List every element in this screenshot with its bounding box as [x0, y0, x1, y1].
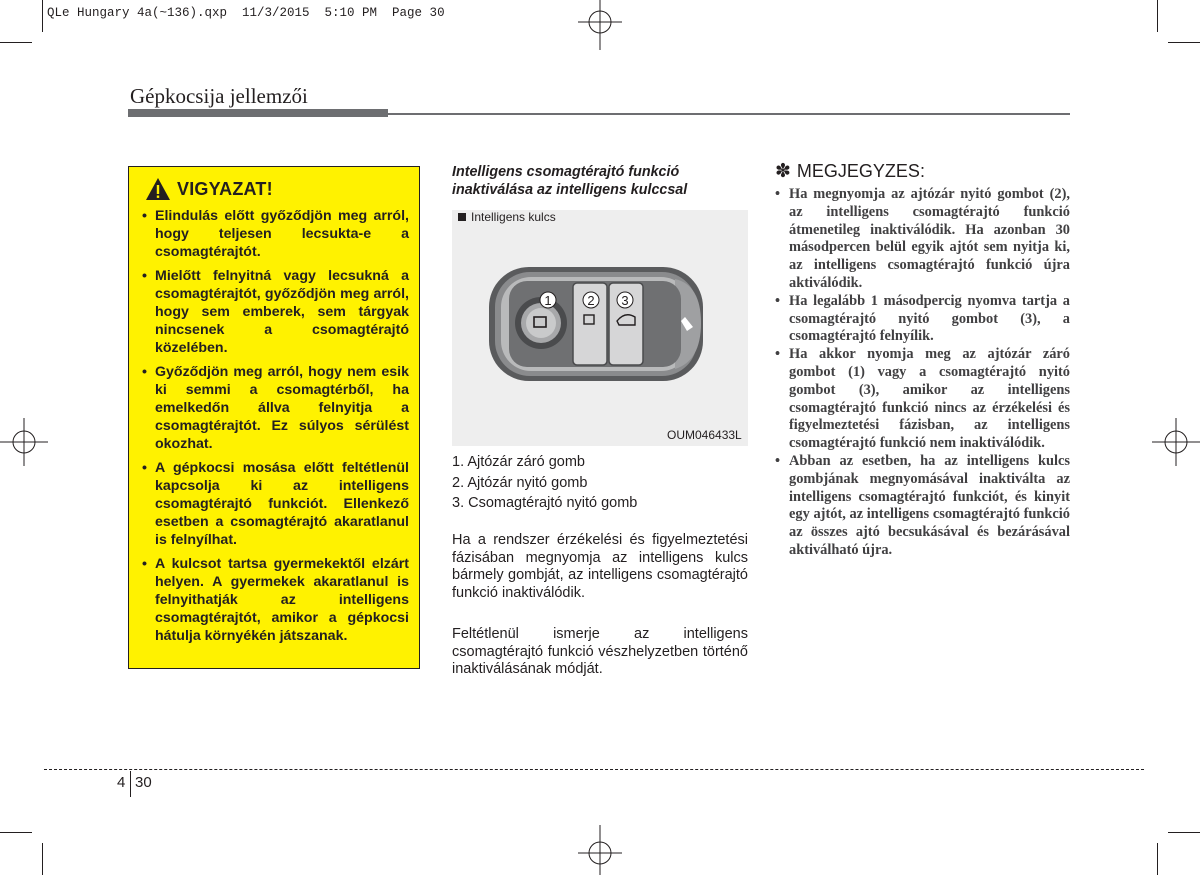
footer-rule: [44, 769, 1144, 770]
warning-item: • Győződjön meg arról, hogy nem esik ki semmi a csomagtérből, ha emelkedőn állva felnyitja a csomagtérajtót. Ez súlyos sérülést okozhat.: [139, 363, 409, 453]
title-rule-accent: [128, 109, 388, 117]
warning-box: [128, 166, 420, 669]
note-item: • Ha legalább 1 másodpercig nyomva tartja a csomagtérajtó nyitó gombot (3), a csomagtérajtó felnyílik.: [773, 293, 1070, 346]
print-header: QLe Hungary 4a(~136).qxp 11/3/2015 5:10 PM Page 30: [47, 6, 445, 20]
registration-mark-left: [0, 414, 52, 470]
legend-item: 2. Ajtózár nyitó gomb: [452, 474, 588, 491]
body-paragraph: Ha a rendszer érzékelési és figyelmeztetési fázisában megnyomja az intelligens kulcs bármely gombját, az intelligens csomagtérajtó funkció inaktiválódik.: [452, 532, 748, 601]
legend-item: 1. Ajtózár záró gomb: [452, 454, 585, 470]
note-title: MEGJEGYZES:: [796, 161, 925, 181]
chapter-number: 4: [117, 774, 126, 791]
subsection-heading: Intelligens csomagtérajtó funkció inaktiválása az intelligens kulccsal: [452, 164, 688, 198]
registration-mark-top: [572, 0, 628, 52]
callout-1: 1: [544, 293, 552, 308]
warning-item: • A gépkocsi mosása előtt feltétlenül kapcsolja ki az intelligens csomagtérajtó funkciót. Ellenkező esetben a csomagtérajtó akaratlanul is felnyílhat.: [139, 459, 409, 549]
callout-2: 2: [587, 293, 595, 308]
warning-item: • A kulcsot tartsa gyermekektől elzárt helyen. A gyermekek akaratlanul is felnyithatják az intelligens csomagtérajtót, amikor a gépkocsi hátulja környékén játszanak.: [139, 555, 409, 645]
figure-code: OUM046433L: [667, 428, 742, 442]
note-item: • Ha megnyomja az ajtózár nyitó gombot (2), az intelligens csomagtérajtó funkció átmenetileg inaktiválódik. Ha azonban 30 másodpercen belül egyik ajtót sem nyitja ki, az intelligens csomagtérajtó funkció újra aktiválódik.: [773, 186, 1070, 293]
smart-key-illustration: [487, 265, 709, 385]
note-item: • Abban az esetben, ha az intelligens kulcs gombjának megnyomásával inaktiválta az intelligens csomagtérajtó funkciót, és kinyit egy ajtót, az intelligens csomagtérajtó funkció az összes ajtó becsukásával és bezárásával aktiválható újra.: [773, 453, 1070, 560]
figure-label-text: Intelligens kulcs: [471, 210, 556, 224]
registration-mark-bottom: [572, 825, 628, 875]
page-number-divider: [130, 771, 131, 797]
section-title: Gépkocsija jellemzői: [130, 84, 308, 108]
warning-triangle-icon: [145, 177, 171, 201]
note-list: [773, 186, 1070, 560]
warning-item: • Elindulás előtt győződjön meg arról, hogy teljesen lecsukta-e a csomagtérajtót.: [139, 207, 409, 261]
legend-item: 3. Csomagtérajtó nyitó gomb: [452, 495, 638, 511]
registration-mark-right: [1148, 414, 1200, 470]
body-paragraph: Feltétlenül ismerje az intelligens csomagtérajtó funkció vészhelyzetben történő inaktiválásának módját.: [452, 626, 748, 677]
note-header: [775, 160, 925, 183]
page-number: 30: [135, 774, 152, 791]
figure-label: [458, 210, 556, 224]
note-item: • Ha akkor nyomja meg az ajtózár záró gombot (1) vagy a csomagtérajtó nyitó gombot (3), amikor az intelligens csomagtérajtó funkció nincs az érzékelési és figyelmeztetési fázisban, az intelligens csomagtérajtó funkció nem inaktiválódik.: [773, 346, 1070, 453]
warning-title: VIGYAZAT!: [177, 178, 273, 199]
warning-item: • Mielőtt felnyitná vagy lecsukná a csomagtérajtót, győződjön meg arról, hogy sem emberek, sem tárgyak nincsenek a csomagtérajtó közelében.: [139, 267, 409, 357]
figure-label-square-icon: [458, 213, 466, 221]
button-legend: [452, 452, 752, 514]
callout-3: 3: [621, 293, 629, 308]
asterisk-icon: ✽: [775, 161, 791, 182]
warning-list: [139, 207, 409, 645]
warning-header: [145, 177, 409, 201]
